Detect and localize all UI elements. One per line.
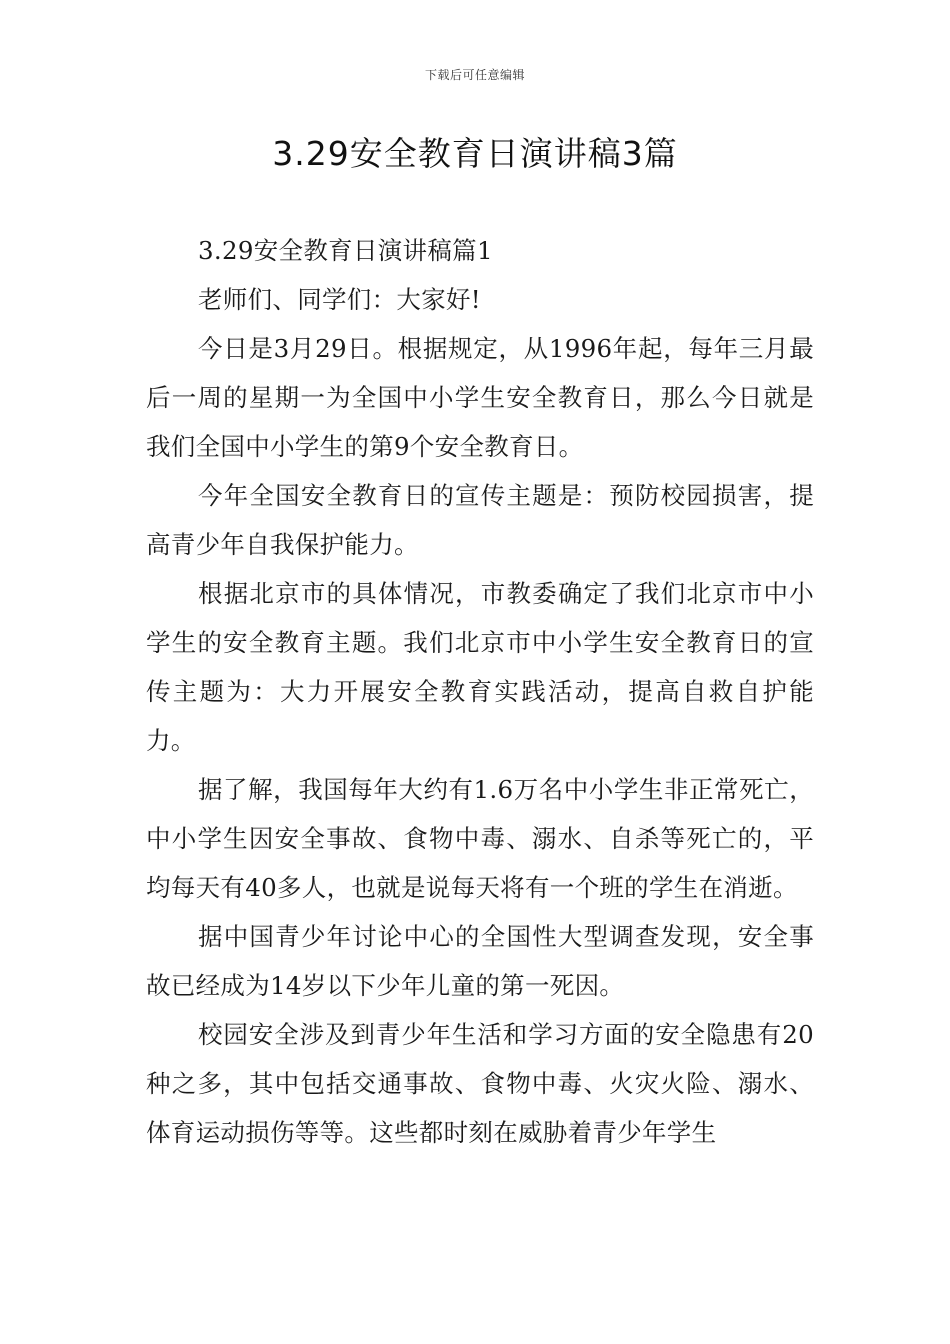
- document-title: 3.29安全教育日演讲稿3篇: [272, 134, 678, 173]
- document-body: [146, 226, 814, 1157]
- body-paragraph: 今日是3月29日。根据规定，从1996年起，每年三月最后一周的星期一为全国中小学生安全教育日，那么今日就是我们全国中小学生的第9个安全教育日。: [146, 334, 814, 461]
- header-note: 下载后可任意编辑: [424, 68, 525, 82]
- body-paragraph: 据中国青少年讨论中心的全国性大型调查发现，安全事故已经成为14岁以下少年儿童的第一死因。: [146, 922, 814, 1000]
- body-paragraph: 根据北京市的具体情况，市教委确定了我们北京市中小学生的安全教育主题。我们北京市中小学生安全教育日的宣传主题为：大力开展安全教育实践活动，提高自救自护能力。: [146, 579, 814, 755]
- greeting-paragraph: 老师们、同学们：大家好!: [198, 285, 481, 314]
- body-paragraph: 校园安全涉及到青少年生活和学习方面的安全隐患有20种之多，其中包括交通事故、食物中毒、火灾火险、溺水、体育运动损伤等等。这些都时刻在威胁着青少年学生: [146, 1020, 814, 1147]
- body-paragraph: 据了解，我国每年大约有1.6万名中小学生非正常死亡，中小学生因安全事故、食物中毒、溺水、自杀等死亡的，平均每天有40多人，也就是说每天将有一个班的学生在消逝。: [146, 775, 814, 902]
- body-paragraph: 今年全国安全教育日的宣传主题是：预防校园损害，提高青少年自我保护能力。: [146, 481, 814, 559]
- section-heading: 3.29安全教育日演讲稿篇1: [198, 236, 493, 265]
